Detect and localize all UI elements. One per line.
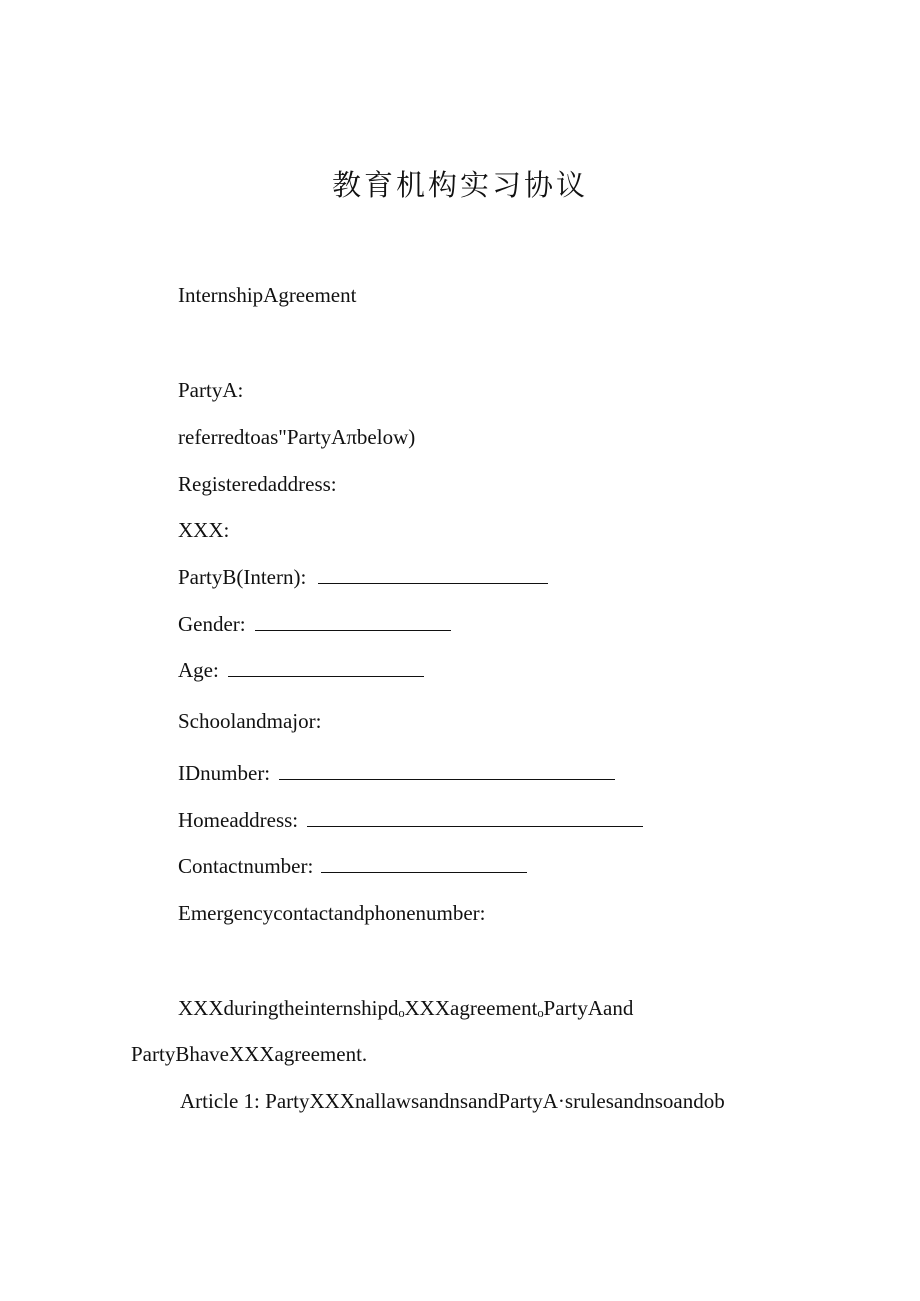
intro-paragraph-line2: PartyBhaveXXXagreement. <box>131 1042 368 1066</box>
gender-field <box>178 610 451 638</box>
article-1: Article 1: PartyXXXnallawsandnsandPartyA·srulesandnsoandob <box>180 1089 725 1113</box>
school-major-label: Schoolandmajor: <box>178 709 322 733</box>
home-address-field <box>178 806 643 834</box>
contact-number-field <box>178 852 527 880</box>
party-b-label: PartyB(Intern): <box>178 565 307 589</box>
xxx-label: XXX: <box>178 518 230 542</box>
contact-number-blank[interactable] <box>321 852 527 873</box>
document-title: 教育机构实习协议 <box>331 168 588 202</box>
id-number-blank[interactable] <box>279 759 615 780</box>
gender-label: Gender: <box>178 612 246 636</box>
referred-as-line: referredtoas"PartyAπbelow) <box>178 425 416 449</box>
subtitle: InternshipAgreement <box>178 283 357 307</box>
id-number-label: IDnumber: <box>178 761 271 785</box>
id-number-field <box>178 759 615 787</box>
age-label: Age: <box>178 658 219 682</box>
party-a-label: PartyA: <box>178 378 244 402</box>
age-blank[interactable] <box>228 656 424 677</box>
intro-paragraph-line1: XXXduringtheinternshipdₒXXXagreementₒPartyAand <box>178 996 634 1020</box>
home-address-label: Homeaddress: <box>178 808 299 832</box>
home-address-blank[interactable] <box>307 806 643 827</box>
registered-address-label: Registeredaddress: <box>178 472 337 496</box>
gender-blank[interactable] <box>255 610 451 631</box>
age-field <box>178 656 424 684</box>
party-b-blank[interactable] <box>318 563 548 584</box>
party-b-field <box>178 563 548 591</box>
contact-number-label: Contactnumber: <box>178 854 314 878</box>
emergency-contact-label: Emergencycontactandphonenumber: <box>178 901 486 925</box>
